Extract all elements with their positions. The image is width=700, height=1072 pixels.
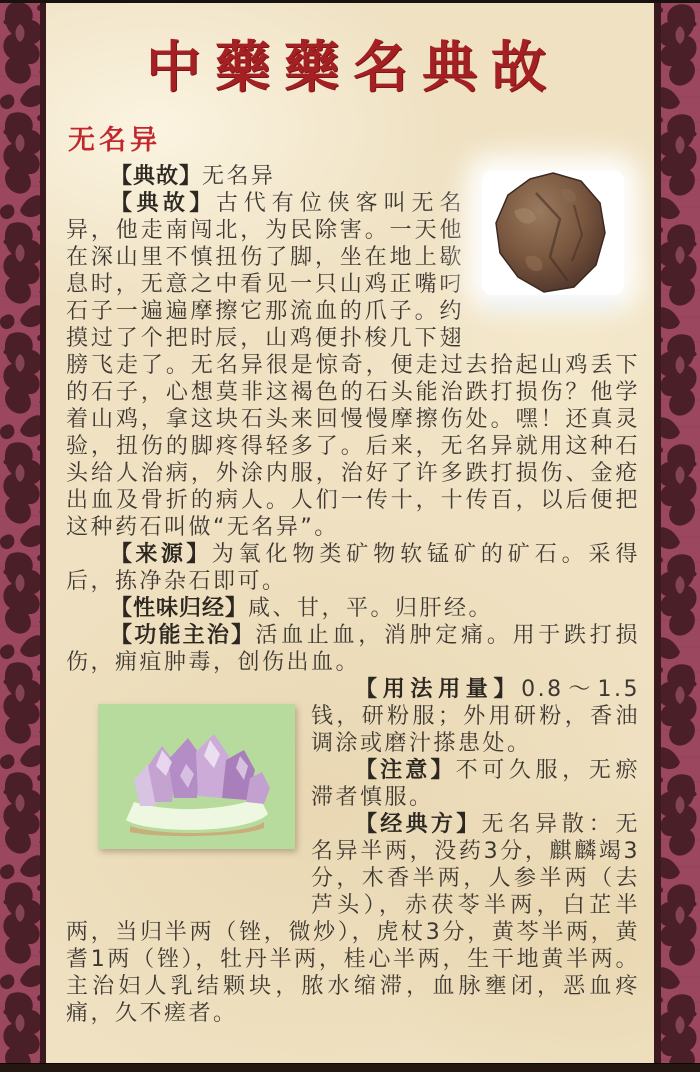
poster-content — [46, 3, 654, 1064]
mineral-rock-photo — [478, 165, 628, 305]
herb-name-subtitle: 无名异 — [68, 125, 161, 156]
crystal-image-icon — [98, 704, 295, 849]
bottom-frame-line — [0, 1063, 700, 1072]
damask-pattern-icon — [0, 0, 46, 1072]
left-border-ornament — [0, 0, 46, 1072]
section-label: 【典故】 — [110, 191, 216, 216]
amethyst-crystal-photo — [98, 704, 295, 849]
page-title: 中藥藥名典故 — [145, 34, 560, 99]
entry-xingwei-guijing — [66, 595, 640, 622]
section-text: 咸、甘，平。归肝经。 — [248, 596, 494, 621]
section-label: 【用法用量】 — [355, 677, 522, 702]
article — [66, 163, 640, 1027]
section-label: 【典故】 — [110, 164, 203, 189]
section-label: 【来源】 — [110, 542, 212, 567]
section-text: 0.8～1.5钱，研粉服；外用研粉，香油调涂或磨汁搽患处。 — [311, 677, 640, 756]
entry-gongneng-zhuzhi — [66, 622, 640, 676]
entry-yongfa-yongliang — [66, 676, 640, 757]
section-text: 无名异散：无名异半两，没药3分，麒麟竭3分，木香半两，人参半两（去芦头），赤茯苓半两，白芷半两，当归半两（锉，微炒），虎杖3分，黄芩半两，黄耆1两（锉），牡丹半两，桂心半两，生干地黄半两。主治妇人乳结颗块，脓水缩滞，血脉壅闭，恶血疼痛，久不瘥者。 — [66, 812, 640, 1026]
section-text: 无名异 — [202, 164, 276, 189]
section-label: 【功能主治】 — [110, 623, 256, 648]
section-label: 【性味归经】 — [110, 596, 249, 621]
rock-image-icon — [478, 165, 628, 305]
section-text: 古代有位侠客叫无名异，他走南闯北，为民除害。一天他在深山里不慎扭伤了脚，坐在地上歇息时，无意之中看见一只山鸡正嘴叼石子一遍遍摩擦它那流血的爪子。约摸过了个把时辰，山鸡便扑梭几下翅膀飞走了。无名异很是惊奇，便走过去拾起山鸡丢下的石子，心想莫非这褐色的石头能治跌打损伤？他学着山鸡，拿这块石头来回慢慢摩擦伤处。嘿！还真灵验，扭伤的脚疼得轻多了。后来，无名异就用这种石头给人治病，外涂内服，治好了许多跌打损伤、金疮出血及骨折的病人。人们一传十，十传百，以后便把这种药石叫做“无名异”。 — [66, 191, 640, 540]
damask-pattern-icon — [654, 0, 700, 1072]
right-border-ornament — [654, 0, 700, 1072]
section-label: 【注意】 — [355, 758, 456, 783]
section-text: 不可久服，无瘀滞者慎服。 — [311, 758, 640, 810]
section-text: 为氧化物类矿物软锰矿的矿石。采得后，拣净杂石即可。 — [66, 542, 640, 594]
top-frame-line — [0, 0, 700, 3]
section-text: 活血止血，消肿定痛。用于跌打损伤，痈疽肿毒，创伤出血。 — [66, 623, 640, 675]
entry-laiyuan — [66, 541, 640, 595]
section-label: 【经典方】 — [355, 812, 482, 837]
